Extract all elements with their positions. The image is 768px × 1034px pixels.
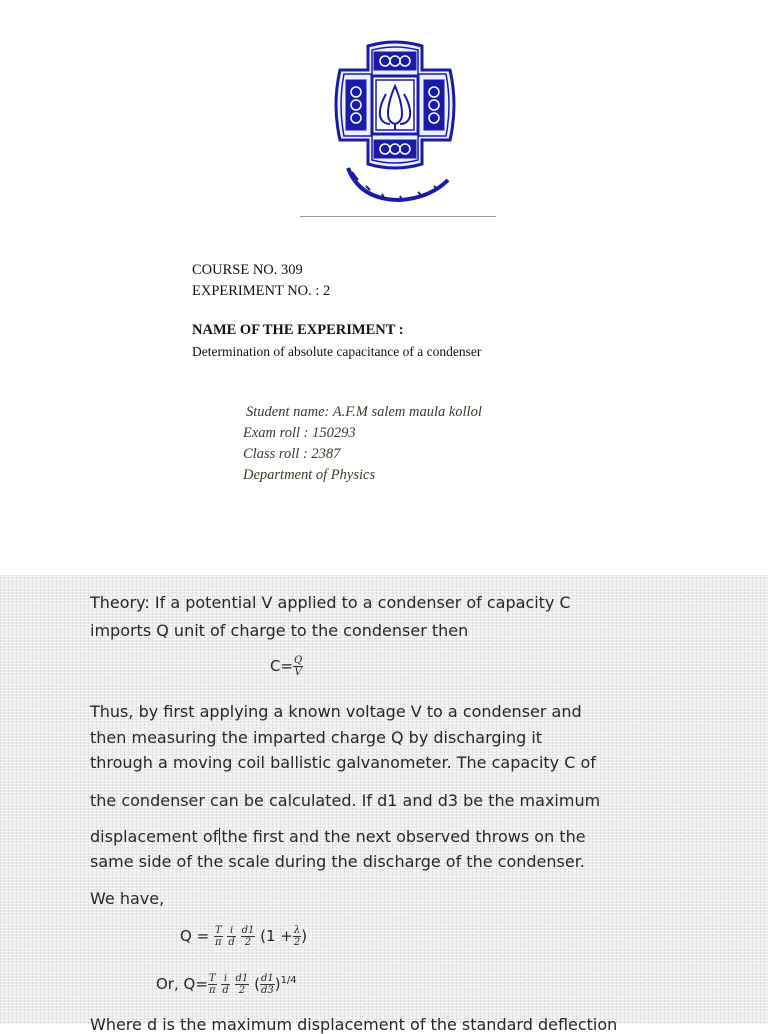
logo-frame: [300, 24, 496, 217]
paragraph-line-4: the condenser can be calculated. If d1 and d3 be the maximum: [90, 791, 601, 810]
course-number: COURSE NO. 309: [192, 262, 303, 278]
cutoff-line: Where d is the maximum displacement of the standard deflection: [90, 1015, 618, 1034]
formula-capacity: C= $\frac{Q}{V}$: [270, 655, 303, 678]
exam-roll: Exam roll : 150293: [243, 425, 356, 441]
paragraph-line-5: displacement of the first and the next observed throws on the: [90, 827, 586, 846]
paragraph-line-6: same side of the scale during the discharge of the condenser.: [90, 852, 585, 871]
theory-line-1: Theory: If a potential V applied to a condenser of capacity C: [90, 593, 571, 612]
equation-2: Or, Q= $\frac{T}{\pi}$ $\frac{i}{d}$ $\frac{d1}{2}$ ( $\frac{d1}{d3}$ )$^{1/4}$: [156, 973, 297, 996]
we-have: We have,: [90, 889, 165, 908]
paragraph-line-1: Thus, by first applying a known voltage V to a condenser and: [90, 702, 582, 721]
equation-1: Q = $\frac{T}{\pi}$ $\frac{i}{d}$ $\frac{d1}{2}$ (1 + $\frac{\lambda}{2}$ ): [180, 925, 308, 948]
class-roll: Class roll : 2387: [243, 446, 341, 462]
experiment-name-heading: NAME OF THE EXPERIMENT :: [192, 322, 404, 338]
experiment-number: EXPERIMENT NO. : 2: [192, 283, 331, 299]
paragraph-line-3: through a moving coil ballistic galvanometer. The capacity C of: [90, 753, 596, 772]
theory-line-2: imports Q unit of charge to the condenser then: [90, 621, 469, 640]
experiment-name-value: Determination of absolute capacitance of a condenser: [192, 344, 482, 359]
student-name: Student name: A.F.M salem maula kollol: [246, 404, 482, 420]
paragraph-line-2: then measuring the imparted charge Q by discharging it: [90, 728, 543, 747]
theory-page: [0, 575, 768, 1034]
university-emblem-icon: [330, 40, 460, 208]
department: Department of Physics: [243, 467, 376, 483]
